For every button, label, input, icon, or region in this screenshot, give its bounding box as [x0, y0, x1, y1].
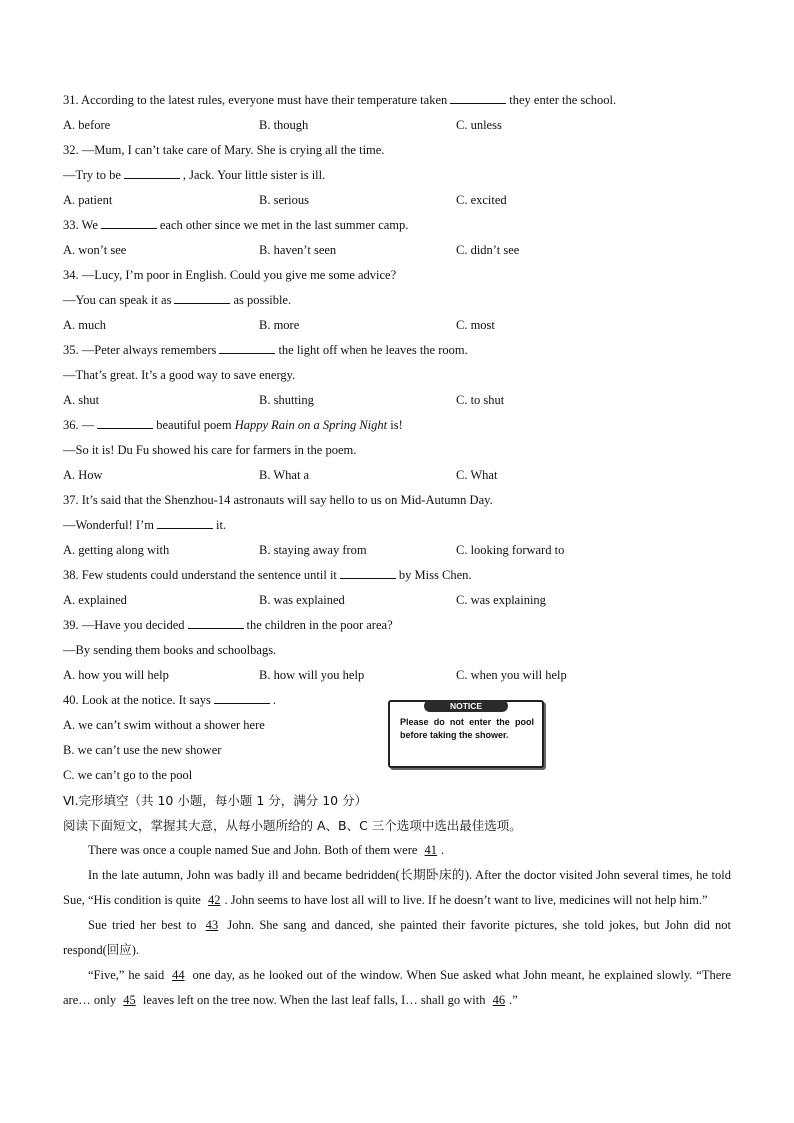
- question-38-stem: 38. Few students could understand the sentence until it by Miss Chen.: [63, 568, 472, 582]
- option-b: B. how will you help: [259, 668, 365, 682]
- question-33-stem: 33. We each other since we met in the last summer camp.: [63, 218, 409, 232]
- question-40-option-b: B. we can’t use the new shower: [63, 743, 222, 757]
- question-37-line1: 37. It’s said that the Shenzhou-14 astronauts will say hello to us on Mid-Autumn Day.: [63, 493, 493, 507]
- question-39-line1: 39. —Have you decided the children in the poor area?: [63, 618, 393, 632]
- option-c: C. excited: [456, 193, 507, 207]
- option-a: A. explained: [63, 593, 127, 607]
- option-a: A. getting along with: [63, 543, 170, 557]
- passage-paragraph-1: There was once a couple named Sue and John. Both of them were 41 .: [88, 843, 445, 857]
- answer-blank: [97, 416, 153, 429]
- question-34-line1: 34. —Lucy, I’m poor in English. Could you give me some advice?: [63, 268, 397, 282]
- option-c: C. to shut: [456, 393, 505, 407]
- question-38-options: [63, 588, 731, 613]
- exam-page: [63, 88, 731, 1013]
- poem-title: Happy Rain on a Spring Night: [234, 418, 388, 432]
- passage-paragraph-2: In the late autumn, John was badly ill and became bedridden(长期卧床的). After the doctor visited John several times, he told Sue, “His condition is quite 42 . John seems to have lost all will to live. If he doesn’t want to live, medicines will not help him.”: [63, 868, 731, 907]
- passage-paragraph-3: Sue tried her best to 43 John. She sang and danced, she painted their favorite pictures, she told jokes, but John did not respond(回应).: [63, 918, 732, 957]
- option-a: A. much: [63, 318, 107, 332]
- section-6-heading: Ⅵ.完形填空（共 10 小题，每小题 1 分，满分 10 分）: [63, 793, 368, 808]
- question-39-options: [63, 663, 731, 688]
- option-a: A. before: [63, 118, 111, 132]
- answer-blank: [219, 341, 275, 354]
- question-40-stem: 40. Look at the notice. It says .: [63, 693, 277, 707]
- answer-blank: [214, 691, 270, 704]
- answer-blank: [157, 516, 213, 529]
- option-b: B. was explained: [259, 593, 345, 607]
- option-b: B. haven’t seen: [259, 243, 337, 257]
- answer-blank: [101, 216, 157, 229]
- option-c: C. didn’t see: [456, 243, 520, 257]
- option-a: A. shut: [63, 393, 100, 407]
- passage-paragraph-4: “Five,” he said 44 one day, as he looked out of the window. When Sue asked what John meant, he explained slowly. “There are… only 45 leaves left on the tree now. When the last leaf falls, I… shall go with 46 .”: [63, 968, 732, 1007]
- question-40-option-c: C. we can’t go to the pool: [63, 768, 193, 782]
- question-35-options: [63, 388, 731, 413]
- option-c: C. was explaining: [456, 593, 546, 607]
- cloze-blank-43: 43: [205, 918, 219, 932]
- question-32-options: [63, 188, 731, 213]
- option-b: B. more: [259, 318, 300, 332]
- answer-blank: [124, 166, 180, 179]
- cloze-blank-45: 45: [123, 993, 136, 1007]
- notice-sign: [388, 700, 544, 768]
- option-b: B. staying away from: [259, 543, 367, 557]
- notice-title: NOTICE: [424, 700, 508, 712]
- option-b: B. What a: [259, 468, 310, 482]
- cloze-blank-41: 41: [424, 843, 438, 857]
- question-34-options: [63, 313, 731, 338]
- option-a: A. won’t see: [63, 243, 127, 257]
- question-31-options: [63, 113, 731, 138]
- section-6-instruction: 阅读下面短文，掌握其大意，从每小题所给的 A、B、C 三个选项中选出最佳选项。: [63, 818, 522, 833]
- question-32-line2: —Try to be , Jack. Your little sister is ill.: [63, 168, 326, 182]
- question-31-stem: 31. According to the latest rules, everyone must have their temperature taken they enter the school.: [63, 93, 617, 107]
- option-a: A. patient: [63, 193, 113, 207]
- question-33-options: [63, 238, 731, 263]
- notice-body: Please do not enter the pool before taking the shower.: [400, 717, 534, 740]
- question-35-line1: 35. —Peter always remembers the light off when he leaves the room.: [63, 343, 468, 357]
- answer-blank: [188, 616, 244, 629]
- question-36-options: [63, 463, 731, 488]
- question-37-options: [63, 538, 731, 563]
- question-39-line2: —By sending them books and schoolbags.: [63, 643, 277, 657]
- answer-blank: [174, 291, 230, 304]
- option-c: C. when you will help: [456, 668, 567, 682]
- question-36-line2: —So it is! Du Fu showed his care for farmers in the poem.: [63, 443, 357, 457]
- cloze-blank-44: 44: [172, 968, 185, 982]
- option-c: C. most: [456, 318, 495, 332]
- question-35-line2: —That’s great. It’s a good way to save energy.: [63, 368, 296, 382]
- option-c: C. unless: [456, 118, 502, 132]
- cloze-blank-42: 42: [207, 893, 221, 907]
- cloze-blank-46: 46: [492, 993, 506, 1007]
- question-37-line2: —Wonderful! I’m it.: [63, 518, 227, 532]
- answer-blank: [340, 566, 396, 579]
- question-34-line2: —You can speak it as as possible.: [63, 293, 292, 307]
- question-32-line1: 32. —Mum, I can’t take care of Mary. She is crying all the time.: [63, 143, 385, 157]
- answer-blank: [450, 91, 506, 104]
- option-b: B. serious: [259, 193, 309, 207]
- option-a: A. how you will help: [63, 668, 169, 682]
- question-36-line1: 36. — beautiful poem Happy Rain on a Spring Night is!: [63, 418, 403, 432]
- option-b: B. though: [259, 118, 309, 132]
- question-40-option-a: A. we can’t swim without a shower here: [63, 718, 265, 732]
- option-b: B. shutting: [259, 393, 314, 407]
- option-c: C. What: [456, 468, 498, 482]
- option-a: A. How: [63, 468, 103, 482]
- option-c: C. looking forward to: [456, 543, 565, 557]
